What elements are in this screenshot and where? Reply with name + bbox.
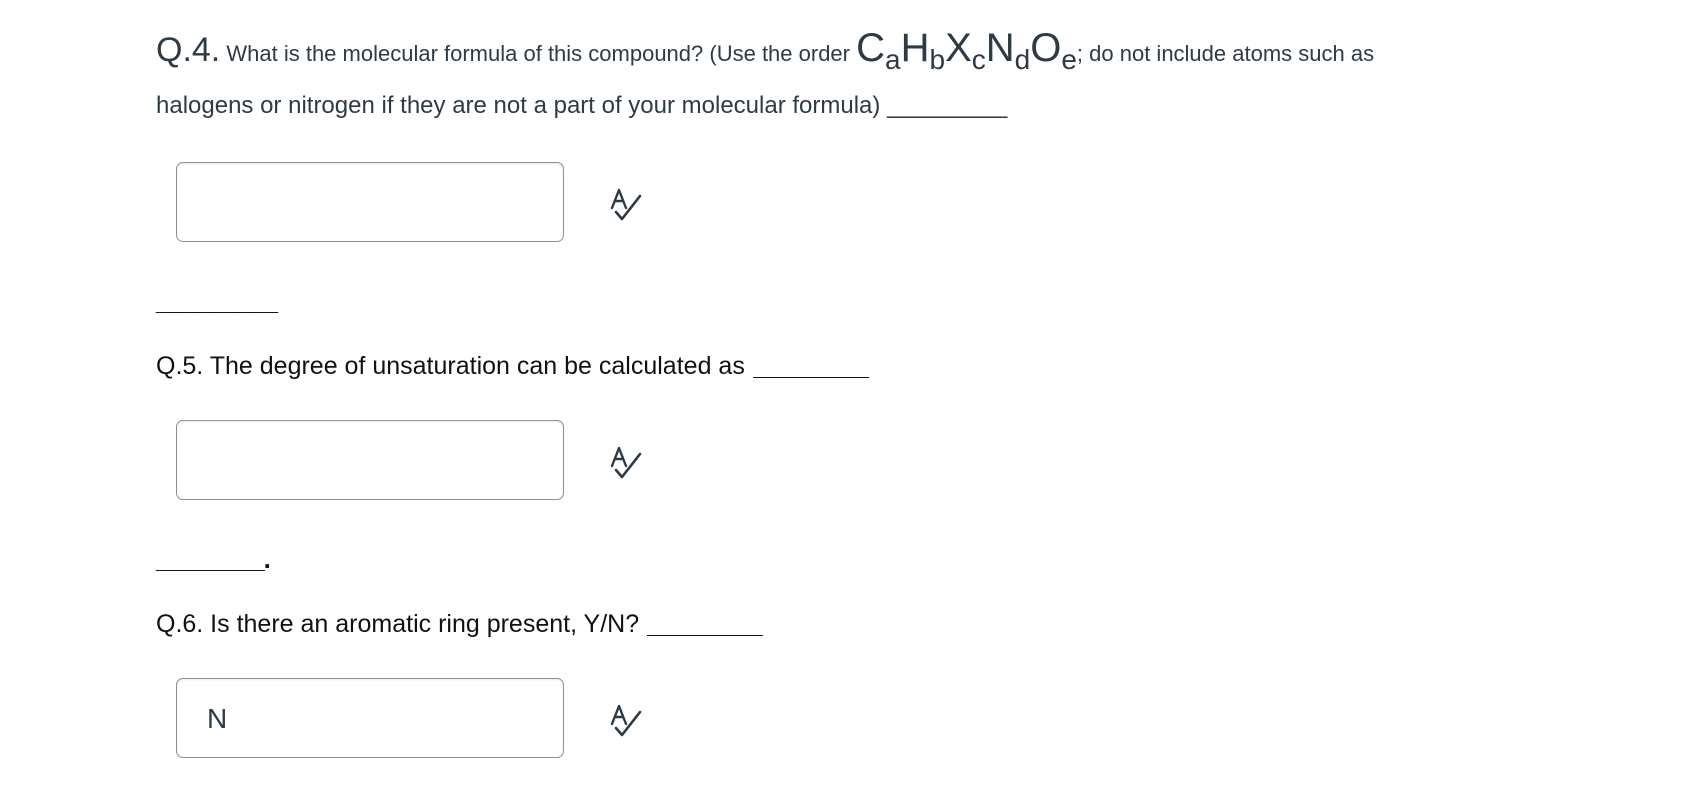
q4-blank: _________ (887, 92, 1008, 119)
spellcheck-icon[interactable] (606, 700, 646, 740)
q4-question (156, 26, 1375, 75)
q4-text-after: ; do not include atoms such as (1076, 41, 1375, 66)
q6-answer-input[interactable]: N (176, 678, 564, 758)
q5-question (156, 352, 869, 381)
q6-text: Q.6. Is there an aromatic ring present, Y/N? (156, 610, 640, 638)
q5-blank (753, 377, 869, 378)
q6-answer-row (176, 678, 696, 762)
q5-separator: ________. (156, 544, 270, 574)
q5-answer-input[interactable] (176, 420, 564, 500)
q4-answer-row (176, 162, 696, 246)
q4-number: Q.4. (156, 31, 221, 69)
q5-text: Q.5. The degree of unsaturation can be calculated as (156, 352, 745, 380)
formula-order: $C_aH_bX_cN_dO_e$ (856, 26, 1077, 75)
spellcheck-icon[interactable] (606, 442, 646, 482)
q4-separator: _________ (156, 286, 278, 316)
q4-line-2 (156, 94, 1007, 118)
q4-answer-input[interactable] (176, 162, 564, 242)
q4-line2-text: halogens or nitrogen if they are not a part of your molecular formula) (156, 92, 881, 119)
q6-blank (647, 635, 763, 636)
q5-answer-row (176, 420, 696, 504)
q6-question (156, 610, 763, 639)
spellcheck-icon[interactable] (606, 184, 646, 224)
q4-line-1 (156, 26, 1375, 75)
q4-text-before: What is the molecular formula of this compound? (Use the order (226, 41, 850, 66)
